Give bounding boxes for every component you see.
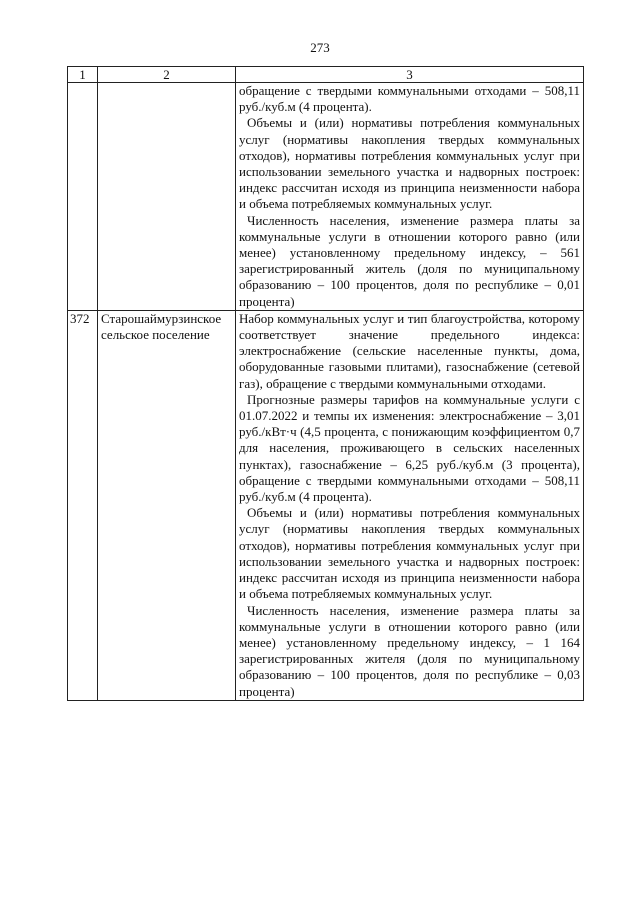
indices-table: [67, 66, 584, 701]
table-header-row: [68, 67, 584, 83]
header-col-2: 2: [98, 67, 236, 83]
row-number: 372: [68, 310, 98, 700]
paragraph: Объемы и (или) нормативы потребления коммунальных услуг (нормативы накопления твердых коммунальных отходов), нормативы потребления коммунальных услуг при использовании земельного участка и надворных построек: индекс рассчитан исходя из принципа неизменности набора и объема потребляемых коммунальных услуг.: [239, 505, 580, 602]
paragraph: Набор коммунальных услуг и тип благоустройства, которому соответствует значение предельного индекса: электроснабжение (сельские населенные пункты, дома, оборудованные газовыми плитами), газоснабжение (сетевой газ), обращение с твердыми коммунальными отходами.: [239, 310, 580, 391]
municipality-name: Старошаймурзинское сельское поселение: [98, 310, 236, 700]
paragraph: Объемы и (или) нормативы потребления коммунальных услуг (нормативы накопления твердых коммунальных отходов), нормативы потребления коммунальных услуг при использовании земельного участка и надворных построек: индекс рассчитан исходя из принципа неизменности набора и объема потребляемых коммунальных услуг.: [239, 115, 580, 212]
row-description: [236, 83, 584, 311]
page-number: 273: [310, 40, 330, 55]
header-col-3: 3: [236, 67, 584, 83]
table-row: [68, 310, 584, 700]
header-col-1: 1: [68, 67, 98, 83]
paragraph: Прогнозные размеры тарифов на коммунальные услуги с 01.07.2022 и темпы их изменения: электроснабжение – 3,01 руб./кВт·ч (4,5 процента, с понижающим коэффициентом 0,7 для населения, проживающего в сельских населенных пунктах), газоснабжение – 6,25 руб./куб.м (3 процента), обращение с твердыми коммунальными отходами – 508,11 руб./куб.м (4 процента).: [239, 391, 580, 505]
row-number: [68, 83, 98, 311]
paragraph: обращение с твердыми коммунальными отходами – 508,11 руб./куб.м (4 процента).: [239, 83, 580, 115]
municipality-name: [98, 83, 236, 311]
table-row: [68, 83, 584, 311]
paragraph: Численность населения, изменение размера платы за коммунальные услуги в отношении которого равно (или менее) установленному предельному индексу, – 1 164 зарегистрированных жителя (доля по муниципальному образованию – 100 процентов, доля по республике – 0,03 процента): [239, 602, 580, 699]
row-description: [236, 310, 584, 700]
paragraph: Численность населения, изменение размера платы за коммунальные услуги в отношении которого равно (или менее) установленному предельному индексу, – 561 зарегистрированный житель (доля по муниципальному образованию – 100 процентов, доля по республике – 0,01 процента): [239, 212, 580, 309]
